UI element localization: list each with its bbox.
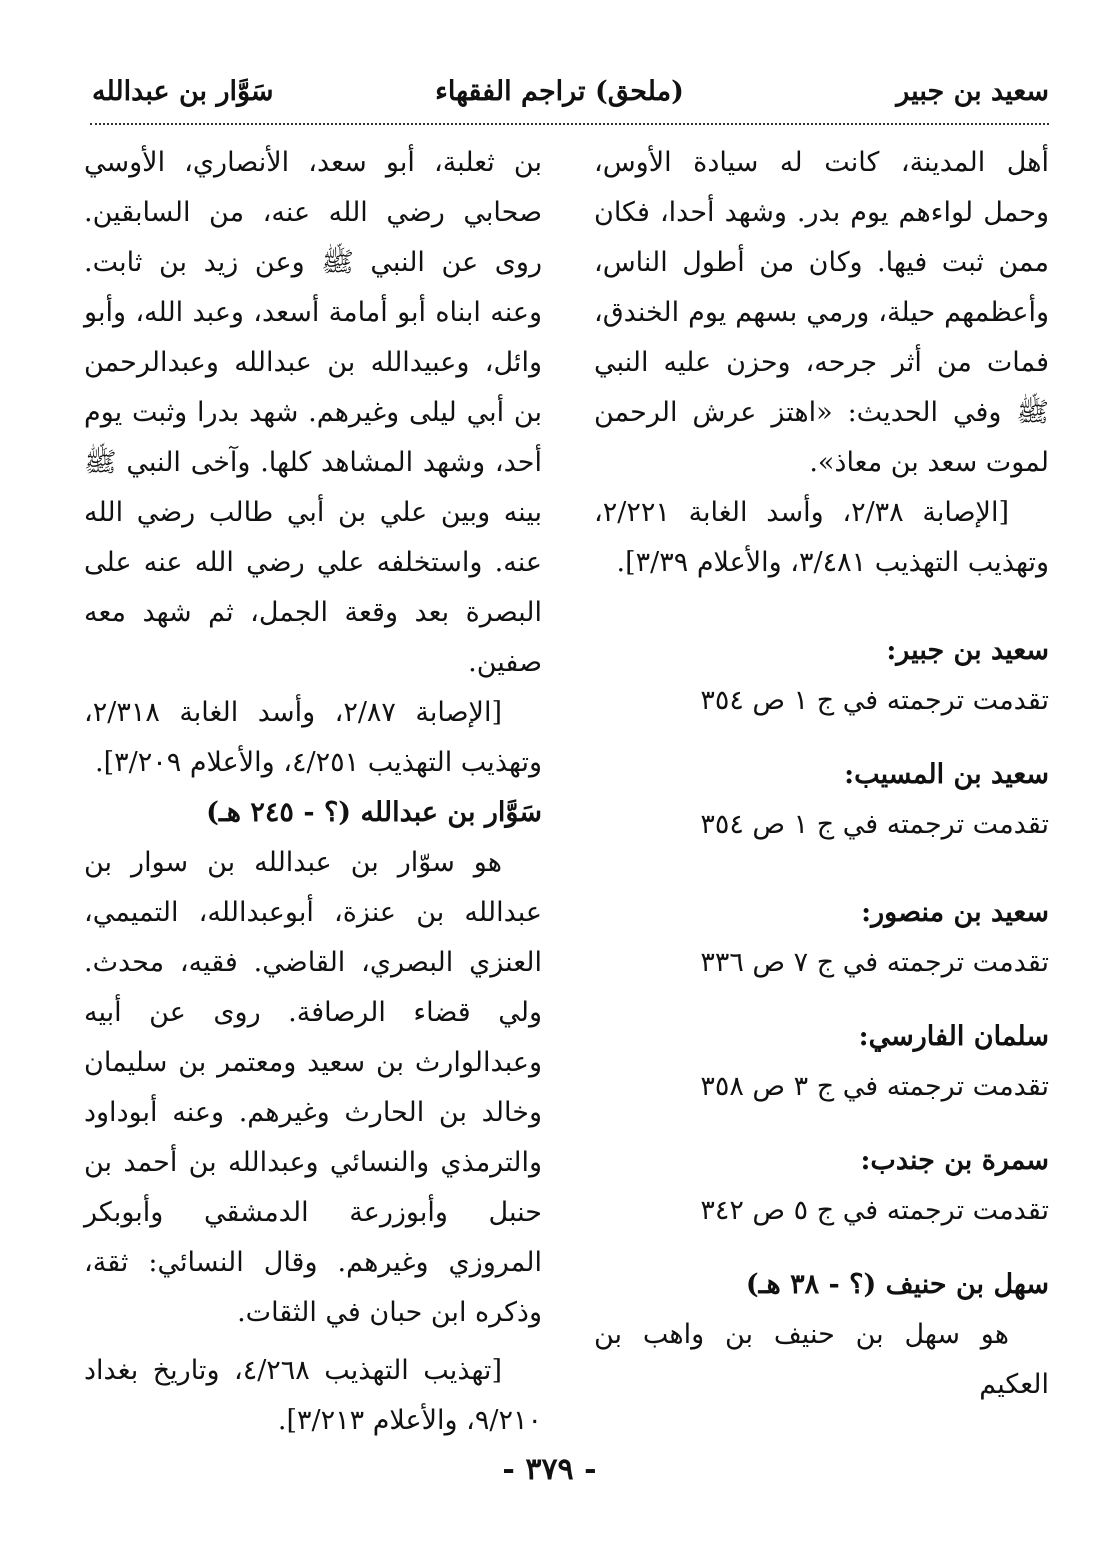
sahl-bin-hunaif-references: [الإصابة ٢/٨٧، وأسد الغابة ٢/٣١٨، وتهذيب التهذيب ٤/٢٥١، والأعلام ٣/٢٠٩]. <box>84 697 542 778</box>
entry-title-saeed-bin-musayyib: سعيد بن المسيب: <box>844 759 1049 790</box>
entry-title-salman-farsi: سلمان الفارسي: <box>858 1021 1049 1052</box>
entry-title-samura-bin-jundub: سمرة بن جندب: <box>860 1145 1049 1176</box>
entry-title-saeed-bin-jubair: سعيد بن جبير: <box>886 635 1049 666</box>
saad-bin-muadh-references: [الإصابة ٢/٣٨، وأسد الغابة ٢/٢٢١، وتهذيب التهذيب ٣/٤٨١، والأعلام ٣/٣٩]. <box>594 497 1049 578</box>
sahl-bin-hunaif-body-start: هو سهل بن حنيف بن واهب بن العكيم <box>594 1319 1049 1400</box>
right-column <box>594 138 1049 1410</box>
entry-note-saeed-bin-musayyib: تقدمت ترجمته في ج ١ ص ٣٥٤ <box>700 809 1049 840</box>
entry-note-salman-farsi: تقدمت ترجمته في ج ٣ ص ٣٥٨ <box>700 1071 1049 1102</box>
entry-note-samura-bin-jundub: تقدمت ترجمته في ج ٥ ص ٣٤٢ <box>700 1195 1049 1226</box>
entry-title-sawwar-bin-abdullah: سَوَّار بن عبدالله (؟ - ٢٤٥ هـ) <box>206 797 542 828</box>
saad-bin-muadh-continuation: أهل المدينة، كانت له سيادة الأوس، وحمل لواءهم يوم بدر. وشهد أحدا، فكان ممن ثبت فيها. وكان من أطول الناس، وأعظمهم حيلة، ورمي بسهم يوم الخندق، فمات من أثر جرحه، وحزن عليه النبي ﷺ وفي الحديث: «اهتز عرش الرحمن لموت سعد بن معاذ». <box>594 147 1049 478</box>
entry-note-saeed-bin-mansour: تقدمت ترجمته في ج ٧ ص ٣٣٦ <box>700 947 1049 978</box>
entry-title-sahl-bin-hunaif: سهل بن حنيف (؟ - ٣٨ هـ) <box>745 1269 1049 1300</box>
sawwar-bin-abdullah-body: هو سوّار بن عبدالله بن سوار بن عبدالله بن عنزة، أبوعبدالله، التميمي، العنزي البصري، القاضي. فقيه، محدث. ولي قضاء الرصافة. روى عن أبيه وعبدالوارث بن سعيد ومعتمر بن سليمان وخالد بن الحارث وغيرهم. وعنه أبوداود والترمذي والنسائي وعبدالله بن أحمد بن حنبل وأبوزرعة الدمشقي وأبوبكر المروزي وغيرهم. وقال النسائي: ثقة، وذكره ابن حبان في الثقات. <box>84 847 542 1328</box>
sawwar-bin-abdullah-references: [تهذيب التهذيب ٤/٢٦٨، وتاريخ بغداد ٩/٢١٠، والأعلام ٣/٢١٣]. <box>84 1355 542 1436</box>
left-column <box>84 138 542 1446</box>
header-left-title: سَوَّار بن عبدالله <box>92 76 274 107</box>
running-header <box>70 76 1049 116</box>
entry-note-saeed-bin-jubair: تقدمت ترجمته في ج ١ ص ٣٥٤ <box>700 685 1049 716</box>
header-right-title: سعيد بن جبير <box>896 76 1049 107</box>
header-center-title: (ملحق) تراجم الفقهاء <box>435 76 684 107</box>
page-number: - ٣٧٩ - <box>502 1452 597 1487</box>
entry-title-saeed-bin-mansour: سعيد بن منصور: <box>861 897 1049 928</box>
header-dotted-rule <box>90 123 1049 125</box>
sahl-bin-hunaif-continuation: بن ثعلبة، أبو سعد، الأنصاري، الأوسي صحابي رضي الله عنه، من السابقين. روى عن النبي ﷺ وعن زيد بن ثابت. وعنه ابناه أبو أمامة أسعد، وعبد الله، وأبو وائل، وعبيدالله بن عبدالله وعبدالرحمن بن أبي ليلى وغيرهم. شهد بدرا وثبت يوم أحد، وشهد المشاهد كلها. وآخى النبي ﷺ بينه وبين علي بن أبي طالب رضي الله عنه. واستخلفه علي رضي الله عنه على البصرة بعد وقعة الجمل، ثم شهد معه صفين. <box>84 147 542 678</box>
